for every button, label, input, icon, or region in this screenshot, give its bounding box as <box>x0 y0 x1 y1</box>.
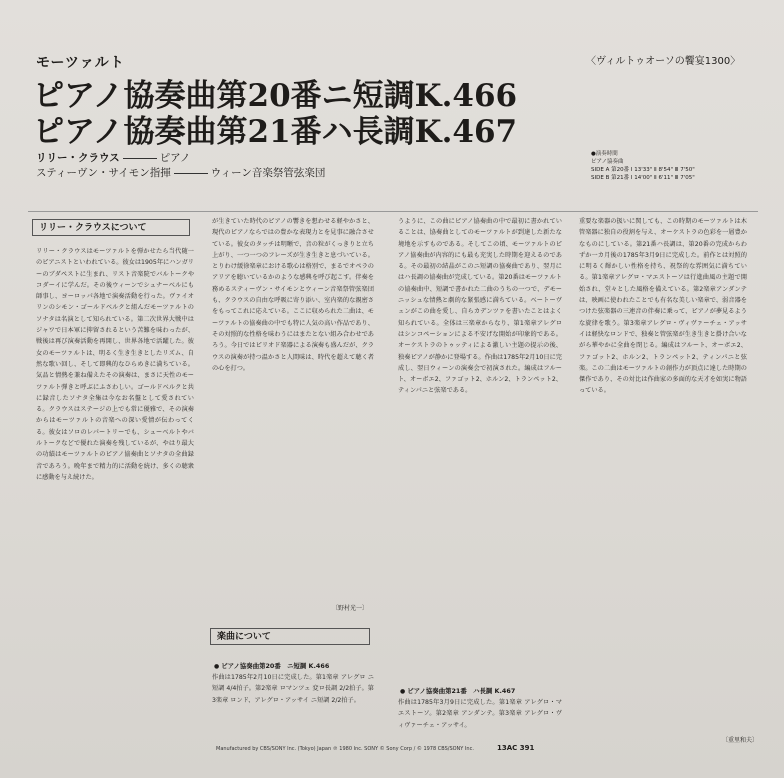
title-concerto-20: ピアノ協奏曲第20番ニ短調K.466 <box>33 78 518 114</box>
timing-side-a: SIDE A 第20番 Ⅰ 13'33" Ⅱ 8'54" Ⅲ 7'50" <box>591 167 695 173</box>
work-heading-20: ● ピアノ協奏曲第20番 ニ短調 K.466 <box>214 662 330 670</box>
divider-dash <box>123 158 157 159</box>
composer-name: モーツァルト <box>36 55 125 71</box>
catalog-number: 13AC 391 <box>497 744 535 752</box>
divider-dash <box>174 173 208 174</box>
horizontal-rule <box>28 211 758 212</box>
performer-soloist <box>36 150 190 165</box>
text-column-2b: 作曲は1785年2月10日に完成した。第1楽章 アレグロ ニ短調 4/4拍子。第2楽章 ロマンツェ 変ロ長調 2/2拍子。第3楽章 ロンド、アレグロ・アッサイ ニ短調 2/2拍子。 <box>212 674 374 704</box>
performer-role: ピアノ <box>159 152 191 164</box>
title-concerto-21: ピアノ協奏曲第21番ハ長調K.467 <box>33 114 518 150</box>
author-signature-2: 〔重里和夫〕 <box>722 737 759 744</box>
text-column-1: リリー・クラウスはモーツァルトを弾かせたら当代随一のピアニストといわれている。彼女は1905年にハンガリーのブダペストに生まれ、リスト音楽院でバルトークやコダーイに学んだ。その後ウィーンでシュナーベルにも師事し、ヨーロッパ各地で演奏活動を行った。ヴァイオリンのシモン・ゴールドベルクと組んだモーツァルトのソナタは名演として知られている。第二次世界大戦中はジャワで日本軍に抑留されるという苦難を味わったが、戦後は再び演奏活動を再開し、世界各地で活躍した。彼女のモーツァルトは、明るく生き生きとしたリズム、自然な歌い回し、そして即興的なひらめきに満ちている。気品と情熱を兼ね備えたその演奏は、まさに天性のモーツァルト弾きと呼ぶにふさわしい。ゴールドベルクと共に録音したソナタ全集は今なお名盤として愛されている。クラウスはステージの上でも常に優雅で、その演奏からはモーツァルトの音楽への深い愛情が伝わってくる。彼女はソロのレパートリーでも、シューベルトやバルトークなどで優れた演奏を残しているが、やはり最大の功績はモーツァルトのピアノ協奏曲とソナタの全曲録音であろう。晩年まで精力的に活動を続け、多くの聴衆に感動を与え続けた。 <box>36 248 194 481</box>
text-column-3: うように、この曲にピアノ協奏曲の中で最初に書かれていることは、協奏曲としてのモーツァルトが到達した新たな境地を示すものである。そしてこの頃、モーツァルトのピアノ協奏曲が内容的にも最も充実した時期を迎えるのである。その最初の結晶がこのニ短調の協奏曲であり、翌月にはハ長調の協奏曲が完成している。第20番はモーツァルトの協奏曲中、短調で書かれた二曲のうちの一つで、デモーニッシュな情熱と劇的な緊張感に満ちている。ベートーヴェンがこの曲を愛し、自らカデンツァを書いたことはよく知られている。全体は三楽章からなり、第1楽章アレグロはシンコペーションによる不安げな開始が印象的である。オーケストラのトゥッティによる激しい主題の提示の後、独奏ピアノが静かに登場する。作曲は1785年2月10日に完成し、翌日ウィーンの演奏会で初演された。編成はフルート、オーボエ2、ファゴット2、ホルン2、トランペット2、ティンパニと弦楽である。 <box>398 218 562 395</box>
timing-block <box>591 150 695 182</box>
timing-side-b: SIDE B 第21番 Ⅰ 14'00" Ⅱ 6'11" Ⅲ 7'05" <box>591 175 695 181</box>
section-heading-performer: リリー・クラウスについて <box>32 219 190 236</box>
text-column-4: 重要な楽器の扱いに関しても、この時期のモーツァルトは木管楽器に独自の役割を与え、オーケストラの色彩を一層豊かなものにしている。第21番ハ長調は、第20番の完成からわずか一カ月後の1785年3月9日に完成した。前作とは対照的に明るく輝かしい性格を持ち、祝祭的な雰囲気に満ちている。第1楽章アレグロ・マエストーソは行進曲風の主題で開始され、堂々とした風格を備えている。第2楽章アンダンテは、映画に使われたことでも有名な美しい楽章で、弱音器をつけた弦楽器の三連音の伴奏に乗って、ピアノが夢見るような旋律を歌う。第3楽章アレグロ・ヴィヴァーチェ・アッサイは軽快なロンドで、独奏と管弦楽が生き生きと掛け合いながら華やかに全曲を閉じる。編成はフルート、オーボエ2、ファゴット2、ホルン2、トランペット2、ティンパニと弦楽。この二曲はモーツァルトの創作力が頂点に達した時期の傑作であり、その対比は作曲家の多面的な天才を如実に物語っている。 <box>579 218 747 395</box>
series-label: 〈ヴィルトゥオーソの饗宴1300〉 <box>586 56 741 67</box>
text-column-2: が生きていた時代のピアノの響きを想わせる軽やかさと、現代のピアノならではの豊かな表現力とを見事に融合させている。彼女のタッチは明晰で、音の粒がくっきりと立ち上がり、一つ一つのフレーズが生き生きと息づいている。とりわけ緩徐楽章における歌心は格別で、まるでオペラのアリアを聴いているかのような感興を呼び起こす。伴奏を務めるスティーヴン・サイモンとウィーン音楽祭管弦楽団も、クラウスの自由な呼吸に寄り添い、室内楽的な親密さをもってこれに応えている。ここに収められた二曲は、モーツァルトの協奏曲の中でも特に人気の高い作品であり、その対照的な性格を味わうにはまたとない組み合わせであろう。今日ではピリオド楽器による演奏も盛んだが、クラウスの演奏が持つ温かさと人間味は、時代を超えて聴く者の心を打つ。 <box>212 218 374 372</box>
work-title: ピアノ協奏曲第21番 ハ長調 K.467 <box>407 687 516 695</box>
performer-role: ウィーン音楽祭管弦楽団 <box>210 167 326 179</box>
timing-sub: ピアノ協奏曲 <box>591 159 624 165</box>
author-signature-1: 〔野村光一〕 <box>332 605 369 612</box>
text-column-3b: 作曲は1785年3月9日に完成した。第1楽章 アレグロ・マエストーソ。第2楽章 アンダンテ。第3楽章 アレグロ・ヴィヴァーチェ・アッサイ。 <box>398 699 562 729</box>
section-heading-works: 楽曲について <box>210 628 370 645</box>
performer-name: スティーヴン・サイモン指揮 <box>36 167 171 179</box>
work-heading-21: ● ピアノ協奏曲第21番 ハ長調 K.467 <box>400 687 516 695</box>
performer-conductor <box>36 165 325 180</box>
manufacturer-footer: Manufactured by CBS/SONY Inc. (Tokyo) Japan ℗ 1980 Inc. SONY © Sony Corp / © 1978 CBS/SONY Inc. <box>216 746 474 752</box>
performer-name: リリー・クラウス <box>36 152 120 164</box>
timing-title: ●演奏時間 <box>591 151 618 157</box>
work-title: ピアノ協奏曲第20番 ニ短調 K.466 <box>221 662 330 670</box>
